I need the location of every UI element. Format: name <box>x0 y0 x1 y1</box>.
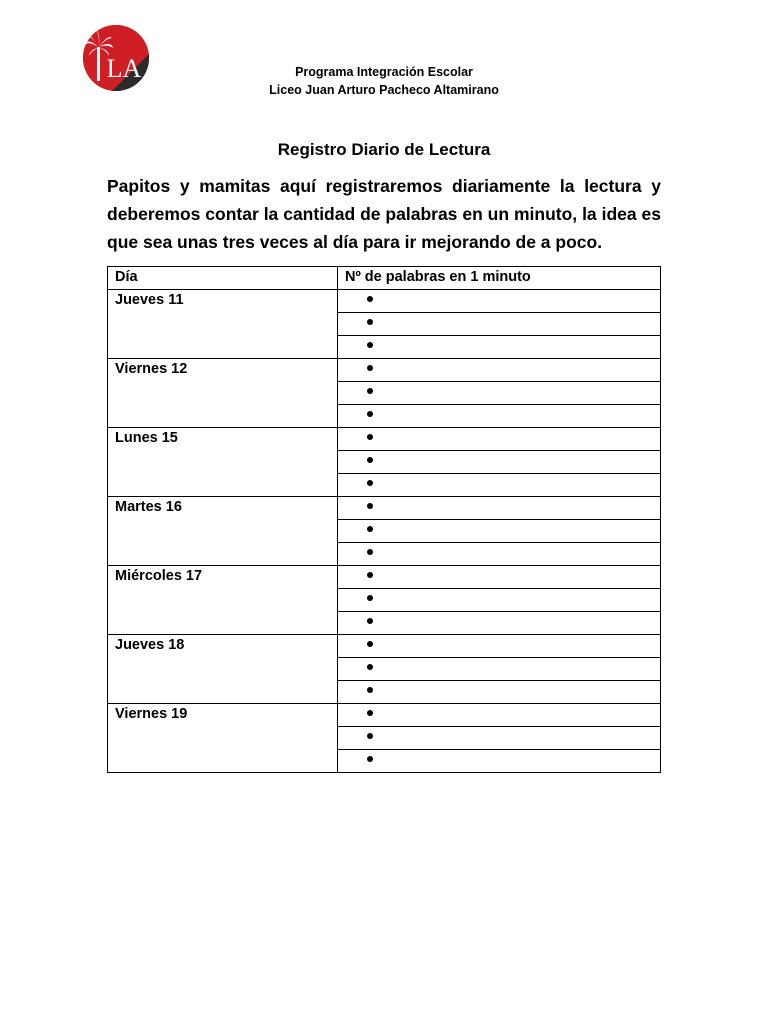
day-cell: Miércoles 17 <box>108 566 338 635</box>
bullet-icon <box>367 664 373 670</box>
word-count-entry-cell[interactable] <box>338 589 661 612</box>
word-count-entry-cell[interactable] <box>338 750 661 773</box>
bullet-icon <box>367 618 373 624</box>
word-count-entry-cell[interactable] <box>338 359 661 382</box>
school-name: Liceo Juan Arturo Pacheco Altamirano <box>269 83 499 97</box>
table-row <box>108 566 661 589</box>
bullet-icon <box>367 480 373 486</box>
table-row <box>108 290 661 313</box>
bullet-icon <box>367 296 373 302</box>
word-count-entry-cell[interactable] <box>338 497 661 520</box>
bullet-icon <box>367 733 373 739</box>
table-row <box>108 428 661 451</box>
bullet-icon <box>367 365 373 371</box>
bullet-icon <box>367 526 373 532</box>
word-count-entry-cell[interactable] <box>338 520 661 543</box>
bullet-icon <box>367 756 373 762</box>
bullet-icon <box>367 549 373 555</box>
bullet-icon <box>367 342 373 348</box>
reading-log-table <box>107 266 661 773</box>
table-row <box>108 704 661 727</box>
word-count-entry-cell[interactable] <box>338 681 661 704</box>
bullet-icon <box>367 388 373 394</box>
word-count-entry-cell[interactable] <box>338 428 661 451</box>
word-count-entry-cell[interactable] <box>338 336 661 359</box>
table-row <box>108 635 661 658</box>
document-title: Registro Diario de Lectura <box>277 140 491 159</box>
column-header-words: Nº de palabras en 1 minuto <box>338 267 661 290</box>
bullet-icon <box>367 572 373 578</box>
day-cell: Viernes 19 <box>108 704 338 773</box>
bullet-icon <box>367 595 373 601</box>
program-name: Programa Integración Escolar <box>295 65 473 79</box>
bullet-icon <box>367 411 373 417</box>
word-count-entry-cell[interactable] <box>338 313 661 336</box>
word-count-entry-cell[interactable] <box>338 704 661 727</box>
word-count-entry-cell[interactable] <box>338 566 661 589</box>
day-cell: Lunes 15 <box>108 428 338 497</box>
word-count-entry-cell[interactable] <box>338 405 661 428</box>
bullet-icon <box>367 434 373 440</box>
word-count-entry-cell[interactable] <box>338 290 661 313</box>
bullet-icon <box>367 641 373 647</box>
day-cell: Jueves 18 <box>108 635 338 704</box>
table-row <box>108 497 661 520</box>
word-count-entry-cell[interactable] <box>338 612 661 635</box>
intro-paragraph: Papitos y mamitas aquí registraremos diariamente la lectura y deberemos contar la cantidad de palabras en un minuto, la idea es que sea unas tres veces al día para ir mejorando de a poco. <box>107 176 661 252</box>
word-count-entry-cell[interactable] <box>338 382 661 405</box>
svg-text:LA: LA <box>106 54 142 83</box>
day-cell: Viernes 12 <box>108 359 338 428</box>
word-count-entry-cell[interactable] <box>338 635 661 658</box>
word-count-entry-cell[interactable] <box>338 451 661 474</box>
word-count-entry-cell[interactable] <box>338 727 661 750</box>
column-header-day: Día <box>108 267 338 290</box>
bullet-icon <box>367 710 373 716</box>
bullet-icon <box>367 687 373 693</box>
day-cell: Martes 16 <box>108 497 338 566</box>
table-header-row <box>108 267 661 290</box>
bullet-icon <box>367 503 373 509</box>
table-row <box>108 359 661 382</box>
word-count-entry-cell[interactable] <box>338 474 661 497</box>
day-cell: Jueves 11 <box>108 290 338 359</box>
table-body <box>108 290 661 773</box>
bullet-icon <box>367 319 373 325</box>
word-count-entry-cell[interactable] <box>338 543 661 566</box>
word-count-entry-cell[interactable] <box>338 658 661 681</box>
bullet-icon <box>367 457 373 463</box>
